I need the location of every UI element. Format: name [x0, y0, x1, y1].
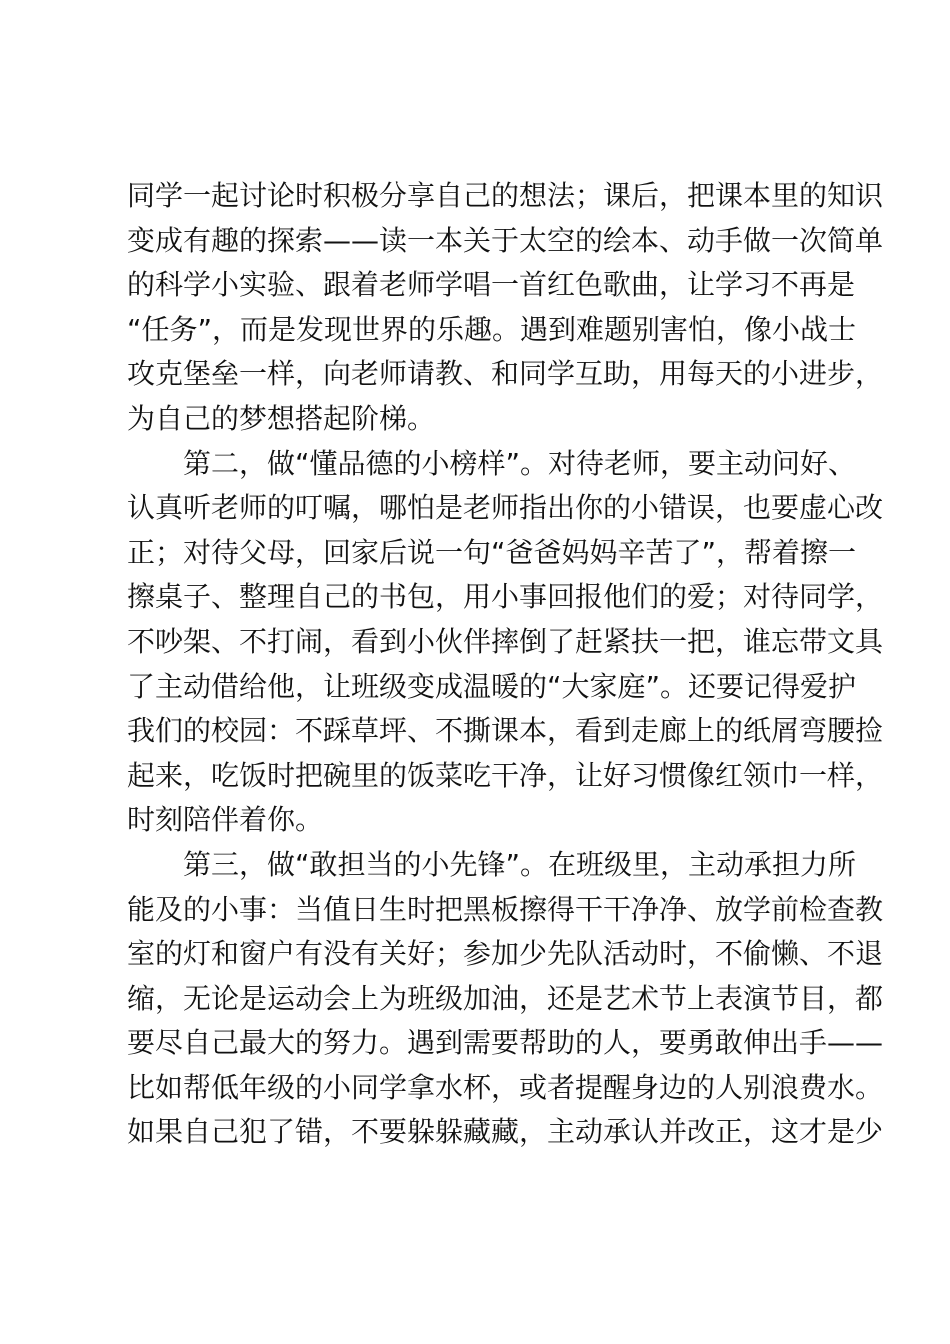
text-line: 室的灯和窗户有没有关好；参加少先队活动时，不偷懒、不退 — [127, 937, 884, 971]
text-line: 起来，吃饭时把碗里的饭菜吃干净，让好习惯像红领巾一样， — [127, 758, 884, 792]
text-line: 缩，无论是运动会上为班级加油，还是艺术节上表演节目，都 — [127, 981, 884, 1015]
paragraph-start-line: 第三，做“敢担当的小先锋”。在班级里，主动承担力所 — [183, 847, 857, 881]
text-line: 认真听老师的叮嘱，哪怕是老师指出你的小错误，也要虚心改 — [127, 491, 884, 525]
text-line: 为自己的梦想搭起阶梯。 — [127, 401, 436, 435]
paragraph-start-line: 第二，做“懂品德的小榜样”。对待老师，要主动问好、 — [183, 446, 857, 480]
text-line: 能及的小事：当值日生时把黑板擦得干干净净、放学前检查教 — [127, 892, 884, 926]
text-line: 同学一起讨论时积极分享自己的想法；课后，把课本里的知识 — [127, 179, 884, 212]
text-line: 如果自己犯了错，不要躲躲藏藏，主动承认并改正，这才是少 — [127, 1115, 884, 1149]
text-line: 不吵架、不打闹，看到小伙伴摔倒了赶紧扶一把，谁忘带文具 — [127, 624, 884, 658]
text-line: 了主动借给他，让班级变成温暖的“大家庭”。还要记得爱护 — [127, 669, 857, 703]
body-text — [127, 174, 884, 1155]
text-line: 时刻陪伴着你。 — [127, 803, 324, 837]
text-line: 正；对待父母，回家后说一句“爸爸妈妈辛苦了”，帮着擦一 — [127, 535, 857, 569]
text-line: 要尽自己最大的努力。遇到需要帮助的人，要勇敢伸出手—— — [127, 1026, 884, 1060]
text-line: 攻克堡垒一样，向老师请教、和同学互助，用每天的小进步， — [127, 357, 884, 391]
text-line: 比如帮低年级的小同学拿水杯，或者提醒身边的人别浪费水。 — [127, 1070, 884, 1104]
text-line: 擦桌子、整理自己的书包，用小事回报他们的爱；对待同学， — [127, 580, 884, 614]
text-line: 的科学小实验、跟着老师学唱一首红色歌曲，让学习不再是 — [127, 268, 856, 302]
text-line: 我们的校园：不踩草坪、不撕课本，看到走廊上的纸屑弯腰捡 — [127, 714, 884, 748]
text-line: “任务”，而是发现世界的乐趣。遇到难题别害怕，像小战士 — [127, 312, 857, 346]
text-line: 变成有趣的探索——读一本关于太空的绘本、动手做一次简单 — [127, 223, 884, 257]
